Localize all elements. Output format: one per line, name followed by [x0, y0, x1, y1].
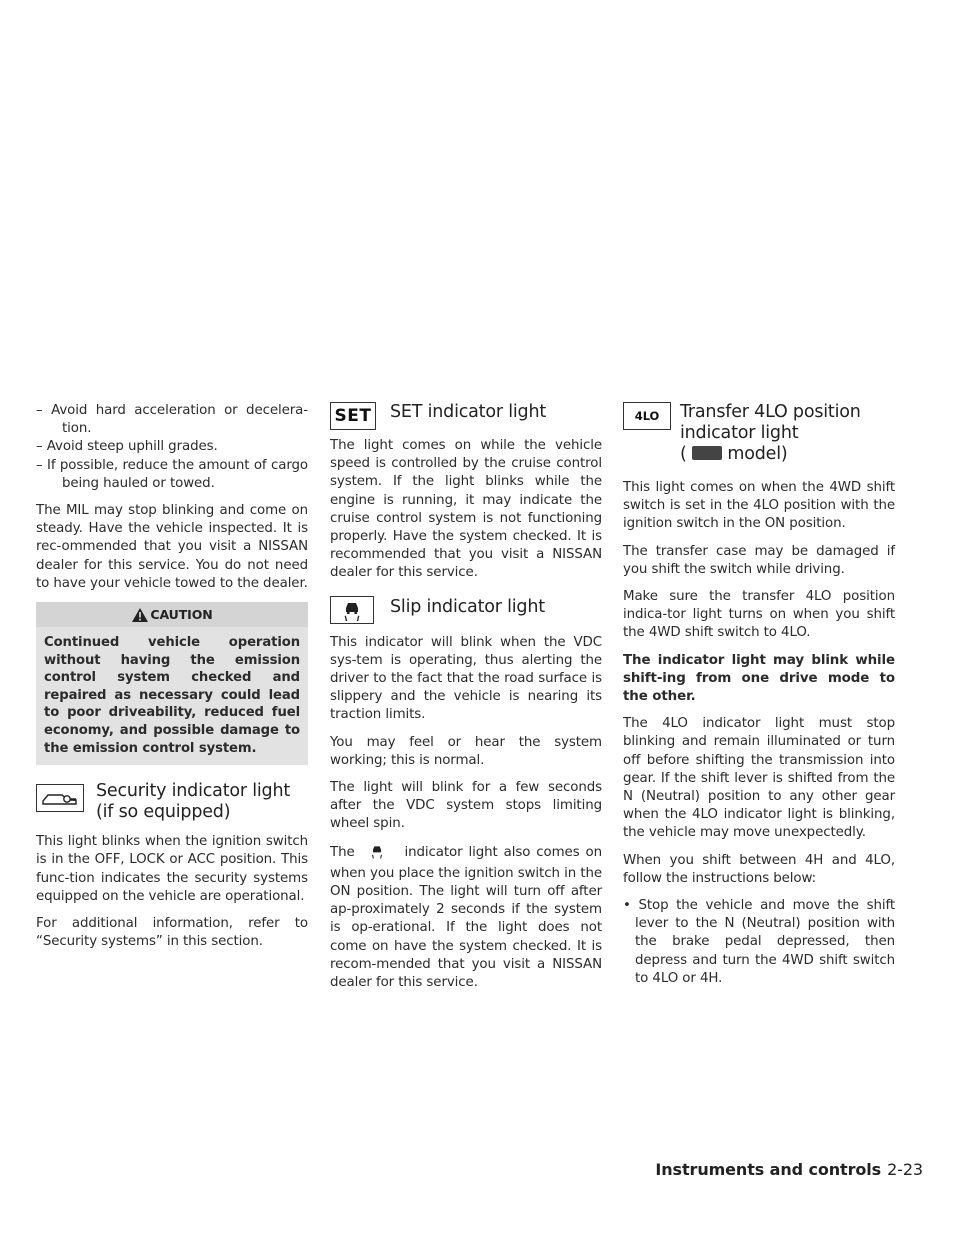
slip-paragraph-2: You may feel or hear the system working; this is normal.: [330, 734, 602, 768]
caution-header: [36, 602, 308, 627]
slip-icon-box: [330, 596, 374, 624]
mil-paragraph: The MIL may stop blinking and come on steady. Have the vehicle inspected. It is rec-ommended that you visit a NISSAN dealer for this service. You do not need to have your vehicle towed to the dealer.: [36, 503, 308, 591]
slip-paragraph-1: This indicator will blink when the VDC sys-tem is operating, thus alerting the driver to the fact that the road surface is slippery and the vehicle is nearing its traction limits.: [330, 634, 602, 723]
security-title-line2: (if so equipped): [96, 802, 231, 823]
transfer-heading: [623, 402, 895, 465]
caution-box: [36, 602, 308, 765]
car-key-icon: [40, 788, 80, 808]
security-heading: [36, 781, 308, 823]
skid-inline-icon: [369, 843, 385, 865]
dash-item: – Avoid steep uphill grades.: [36, 439, 218, 455]
caution-label: CAUTION: [150, 607, 213, 623]
slip-heading: [330, 597, 602, 618]
security-title: [96, 781, 308, 823]
dash-item: – If possible, reduce the amount of cargo being hauled or towed.: [36, 457, 308, 491]
transfer-title: [680, 402, 895, 465]
4lo-icon: 4LO: [623, 402, 671, 430]
set-icon: SET: [330, 402, 376, 430]
column-left: [36, 402, 308, 960]
footer-section: Instruments and controls: [655, 1160, 882, 1179]
security-title-line1: Security indicator light: [96, 781, 291, 802]
skid-car-icon: [340, 599, 364, 621]
transfer-paragraph-3: Make sure the transfer 4LO position indica-tor light turns on when you shift the 4WD shift switch to 4LO.: [623, 589, 895, 641]
transfer-paragraph-5: The 4LO indicator light must stop blinking and remain illuminated or turn off before shifting the transmission into gear. If the shift lever is shifted from the N (Neutral) position to any other gear when the 4LO indicator light is blinking, the vehicle may move unexpectedly.: [623, 716, 895, 841]
slip-paragraph-4: [330, 843, 602, 993]
security-paragraph-1: This light blinks when the ignition switch is in the OFF, LOCK or ACC position. This func-tion indicates the security systems equipped on the vehicle are operational.: [36, 834, 308, 904]
slip-paragraph-3: The light will blink for a few seconds after the VDC system stops limiting wheel spin.: [330, 780, 602, 832]
model-label: model): [727, 444, 788, 464]
slip-p4-post: indicator light also comes on when you place the ignition switch in the ON position. The light will turn off after ap-proximately 2 seconds if the system is op-erational. If the light does not come on have the system checked. It is recom-mended that you visit a NISSAN dealer for this service.: [330, 844, 602, 991]
page-number: 2-23: [887, 1160, 923, 1179]
transfer-paragraph-6: When you shift between 4H and 4LO, follow the instructions below:: [623, 852, 895, 886]
column-right: [623, 402, 895, 988]
slip-title: Slip indicator light: [390, 596, 545, 617]
dash-item: – Avoid hard acceleration or decelera-tion.: [36, 403, 308, 437]
caution-text: Continued vehicle operation without having the emission control system checked and repaired as necessary could lead to poor driveability, reduced fuel economy, and possible damage to the emission control system.: [44, 635, 300, 756]
page-footer: [655, 1161, 923, 1179]
transfer-title-line2: indicator light: [680, 423, 799, 443]
slip-p4-pre: The: [330, 844, 355, 860]
transfer-paragraph-2: The transfer case may be damaged if you shift the switch while driving.: [623, 543, 895, 577]
set-paragraph: The light comes on while the vehicle speed is controlled by the cruise control system. If the light blinks while the engine is running, it may indicate the cruise control system is not functioning properly. Have the system checked. It is recommended that you visit a NISSAN dealer for this service.: [330, 438, 602, 581]
transfer-paragraph-1: This light comes on when the 4WD shift switch is set in the 4LO position with the ignition switch in the ON position.: [623, 480, 895, 532]
transfer-title-line1: Transfer 4LO position: [680, 402, 861, 422]
security-paragraph-2: For additional information, refer to “Security systems” in this section.: [36, 916, 308, 950]
set-title: SET indicator light: [390, 402, 546, 422]
dash-list: [36, 402, 308, 493]
paren-open: (: [680, 444, 687, 464]
security-icon: [36, 784, 84, 812]
4x4-icon: [692, 446, 722, 460]
set-heading: [330, 402, 602, 426]
column-middle: [330, 402, 602, 1001]
transfer-bullet: • Stop the vehicle and move the shift lever to the N (Neutral) position with the brake pedal depressed, then depress and turn the 4WD shift switch to 4LO or 4H.: [623, 898, 895, 986]
warning-icon: [131, 607, 149, 623]
transfer-title-line3: [680, 444, 895, 465]
transfer-warning: The indicator light may blink while shift-ing from one drive mode to the other.: [623, 652, 895, 705]
